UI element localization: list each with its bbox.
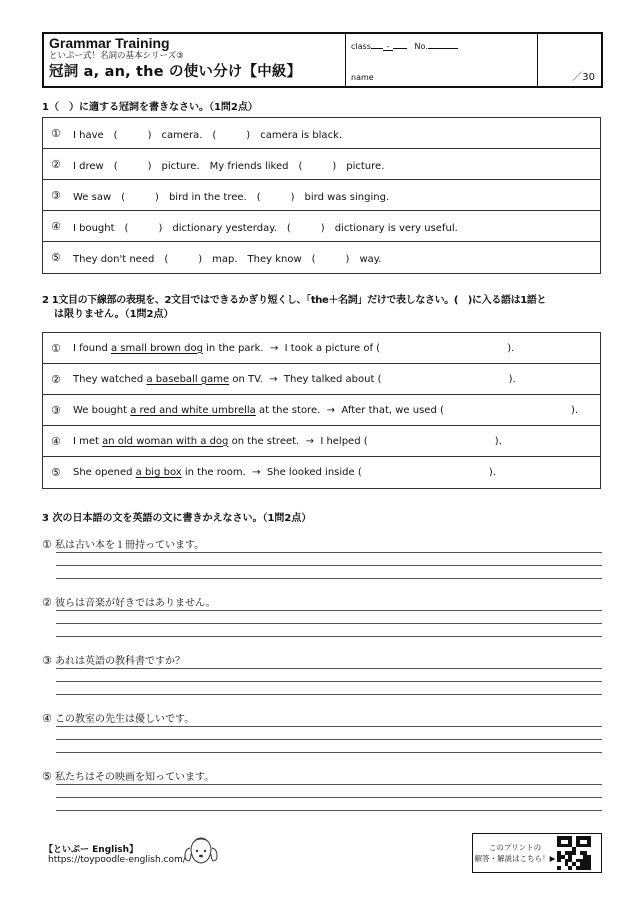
class-label: class bbox=[351, 42, 371, 51]
question-number: ④ bbox=[51, 434, 61, 448]
section1-questions bbox=[42, 117, 601, 274]
score-total: ／30 bbox=[572, 72, 595, 83]
question-number: ⑤ bbox=[42, 770, 52, 783]
translation-prompt bbox=[42, 652, 185, 667]
question-text-after: at the store. → After that, we used ( ). bbox=[255, 404, 579, 416]
question-number: ① bbox=[42, 538, 52, 551]
underlined-phrase: an old woman with a dog bbox=[102, 435, 229, 447]
question-text: They don't need ( ) map. They know ( ) way. bbox=[73, 254, 382, 265]
question-number: ④ bbox=[42, 712, 52, 725]
poodle-logo-icon bbox=[182, 836, 220, 868]
underlined-phrase: a red and white umbrella bbox=[130, 404, 256, 416]
answer-link-line1: このプリントの bbox=[488, 843, 542, 852]
underlined-phrase: a small brown dog bbox=[110, 342, 203, 354]
translation-prompt bbox=[42, 768, 214, 783]
question-number: ① bbox=[51, 341, 61, 355]
prompt-text: 私たちはその映画を知っています。 bbox=[55, 772, 215, 783]
worksheet-header bbox=[42, 32, 603, 88]
question-number: ④ bbox=[51, 219, 61, 233]
question-row bbox=[43, 426, 600, 457]
number-label: No. bbox=[414, 42, 428, 51]
question-row bbox=[43, 180, 600, 211]
class-field bbox=[351, 40, 458, 51]
score-block bbox=[538, 34, 601, 86]
question-text-before: I found bbox=[73, 342, 111, 354]
question-number: ② bbox=[51, 372, 61, 386]
translation-prompt bbox=[42, 710, 194, 725]
question-text: I bought ( ) dictionary yesterday. ( ) dictionary is very useful. bbox=[73, 222, 458, 234]
answer-link-line2: 解答・解説はこちら！▶ bbox=[474, 854, 556, 863]
answer-link-text bbox=[473, 842, 557, 864]
section2-heading-line2: は限りません。（1問2点） bbox=[54, 309, 174, 320]
question-row bbox=[43, 118, 600, 149]
prompt-text: 私は古い本を１冊持っています。 bbox=[55, 540, 205, 551]
question-row bbox=[43, 149, 600, 180]
series-subtitle: といぷー式！名詞の基本シリーズ③ bbox=[49, 51, 184, 61]
question-text-after: on TV. → They talked about ( ). bbox=[229, 373, 516, 385]
class-blank-2 bbox=[393, 40, 407, 49]
answer-lines[interactable] bbox=[56, 784, 602, 810]
question-row bbox=[43, 457, 600, 488]
brand-name: 【といぷー English】 bbox=[44, 845, 139, 855]
translation-prompt bbox=[42, 536, 204, 551]
prompt-text: この教室の先生は優しいです。 bbox=[55, 714, 195, 725]
question-number: ⑤ bbox=[51, 251, 61, 264]
prompt-text: あれは英語の教科書ですか？ bbox=[55, 656, 186, 667]
name-label: name bbox=[351, 73, 374, 82]
question-number: ③ bbox=[51, 403, 61, 417]
question-text: I drew ( ) picture. My friends liked ( ) picture. bbox=[73, 160, 385, 172]
underlined-phrase: a baseball game bbox=[146, 373, 230, 385]
question-number: ② bbox=[51, 157, 61, 171]
question-number: ③ bbox=[51, 188, 61, 202]
question-number: ① bbox=[51, 126, 61, 140]
class-blank-1 bbox=[371, 40, 383, 49]
title-block bbox=[44, 34, 346, 86]
question-text-after: on the street. → I helped ( ). bbox=[228, 435, 502, 447]
section2-heading-line1: 2 1文目の下線部の表現を、2文目ではできるかぎり短くし、「the＋名詞」だけで表しなさい。( )に入る語は1語と bbox=[42, 295, 547, 306]
class-separator: - bbox=[383, 42, 393, 51]
answer-lines[interactable] bbox=[56, 726, 602, 752]
question-number: ③ bbox=[42, 654, 52, 667]
prompt-text: 彼らは音楽が好きではありません。 bbox=[55, 598, 216, 609]
question-row bbox=[43, 242, 600, 273]
question-row bbox=[43, 211, 600, 242]
question-number: ⑤ bbox=[51, 466, 61, 479]
section2-heading bbox=[42, 294, 607, 322]
question-row bbox=[43, 395, 600, 426]
student-info-block bbox=[346, 34, 538, 86]
answer-lines[interactable] bbox=[56, 668, 602, 694]
question-text: We saw ( ) bird in the tree. ( ) bird was singing. bbox=[73, 191, 390, 203]
question-text-before: She opened bbox=[73, 467, 136, 478]
question-text-after: in the park. → I took a picture of ( ). bbox=[202, 342, 515, 354]
question-row bbox=[43, 333, 600, 364]
section3-heading: 3 次の日本語の文を英語の文に書きかえなさい。（1問2点） bbox=[42, 513, 312, 524]
question-text-before: We bought bbox=[73, 404, 131, 416]
site-link[interactable]: https://toypoodle-english.com/ bbox=[48, 855, 186, 865]
question-text-before: They watched bbox=[73, 373, 147, 385]
underlined-phrase: a big box bbox=[135, 467, 182, 478]
question-number: ② bbox=[42, 596, 52, 609]
number-blank bbox=[428, 40, 458, 49]
question-text-before: I met bbox=[73, 435, 103, 447]
section1-heading: 1（ ）に適する冠詞を書きなさい。（1問2点） bbox=[42, 102, 258, 113]
section2-questions bbox=[42, 332, 601, 489]
question-text-after: in the room. → She looked inside ( ). bbox=[181, 467, 496, 478]
question-row bbox=[43, 364, 600, 395]
translation-prompt bbox=[42, 594, 216, 609]
worksheet-title: 冠詞 a, an, the の使い分け【中級】 bbox=[49, 64, 302, 80]
qr-code-icon[interactable] bbox=[557, 836, 591, 870]
answer-lines[interactable] bbox=[56, 552, 602, 578]
answer-link-box[interactable] bbox=[472, 833, 602, 873]
question-text: I have ( ) camera. ( ) camera is black. bbox=[73, 129, 343, 141]
series-title: Grammar Training bbox=[49, 35, 170, 51]
answer-lines[interactable] bbox=[56, 610, 602, 636]
